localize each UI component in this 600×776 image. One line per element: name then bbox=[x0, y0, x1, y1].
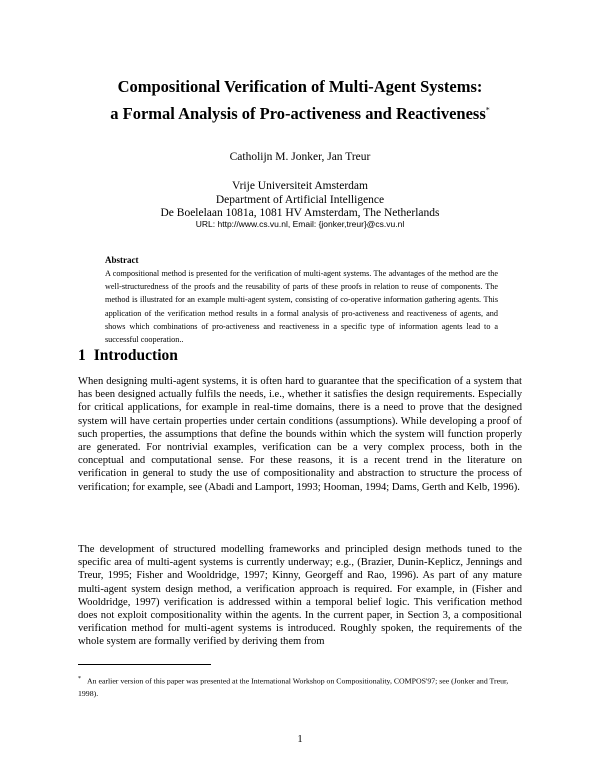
footnote-divider bbox=[78, 664, 211, 665]
title-footnote-mark: * bbox=[485, 105, 490, 115]
abstract-text: A compositional method is presented for the verification of multi-agent systems. The advantages of the method are the well-structuredness of the proofs and the reusability of parts of these proofs in relation to reuse of components. The method is illustrated for an example multi-agent system, consisting of co-operative information gathering agents. This application of the verification method results in a formal analysis of pro-activeness and reactiveness of agents, and shows which combinations of pro-activeness and reactiveness in a specific type of information agents lead to a successful cooperation.. bbox=[105, 269, 498, 345]
footnote-mark: * bbox=[78, 676, 81, 682]
paper-title-line-2 bbox=[60, 104, 540, 124]
paper-title-line-1: Compositional Verification of Multi-Agent Systems: bbox=[117, 77, 483, 96]
body-paragraph-2: The development of structured modelling frameworks and principled design methods tuned to the specific area of multi-agent systems is currently underway; e.g., (Brazier, Dunin-Keplicz, Jennings and Treur, 1995; Fisher and Wooldridge, 1997; Kinny, Georgeff and Rao, 1996). As part of any mature multi-agent system design method, a verification approach is required. For example, in (Fisher and Wooldridge, 1997) verification is addressed within a temporal belief logic. This verification method does not exploit compositionality within the agents. In the current paper, in Section 3, a compositional verification method for multi-agent systems is introduced. Roughly spoken, the requirements of the whole system are formally verified by deriving them from bbox=[78, 544, 522, 648]
footnote-text: An earlier version of this paper was presented at the International Workshop on Compositionality, COMPOS'97; see (Jonker and Treur, 1998). bbox=[78, 676, 509, 698]
page-number: 1 bbox=[297, 734, 303, 745]
section-number: 1 bbox=[78, 347, 86, 364]
affiliation-address: De Boelelaan 1081a, 1081 HV Amsterdam, The Netherlands bbox=[160, 207, 440, 219]
section-title: Introduction bbox=[93, 347, 178, 364]
paper-title-line-2-text: a Formal Analysis of Pro-activeness and Reactiveness bbox=[110, 104, 486, 123]
affiliation-contact: URL: http://www.cs.vu.nl, Email: {jonker,treur}@cs.vu.nl bbox=[195, 219, 405, 229]
affiliation-university: Vrije Universiteit Amsterdam bbox=[231, 180, 368, 192]
body-paragraph-1: When designing multi-agent systems, it is often hard to guarantee that the specification of a system that has been designed actually fulfils the needs, i.e., whether it satisfies the design requirements. Especially for critical applications, for example in real-time domains, there is a need to prove that the designed system will have certain properties under certain conditions (assumptions). While developing a proof of such properties, the assumptions that define the bounds within which the system will function properly are generated. For nontrivial examples, verification can be a very complex process, both in the conceptual and computational sense. For these reasons, it is a recent trend in the literature on verification in general to study the use of compositionality and abstraction to structure the process of verification; for example, see (Abadi and Lamport, 1993; Hooman, 1994; Dams, Gerth and Kelb, 1996). bbox=[78, 376, 522, 493]
footnote bbox=[78, 673, 522, 700]
abstract-heading: Abstract bbox=[105, 255, 139, 265]
section-heading bbox=[78, 347, 178, 365]
authors: Catholijn M. Jonker, Jan Treur bbox=[229, 151, 371, 163]
affiliation-department: Department of Artificial Intelligence bbox=[215, 194, 385, 206]
